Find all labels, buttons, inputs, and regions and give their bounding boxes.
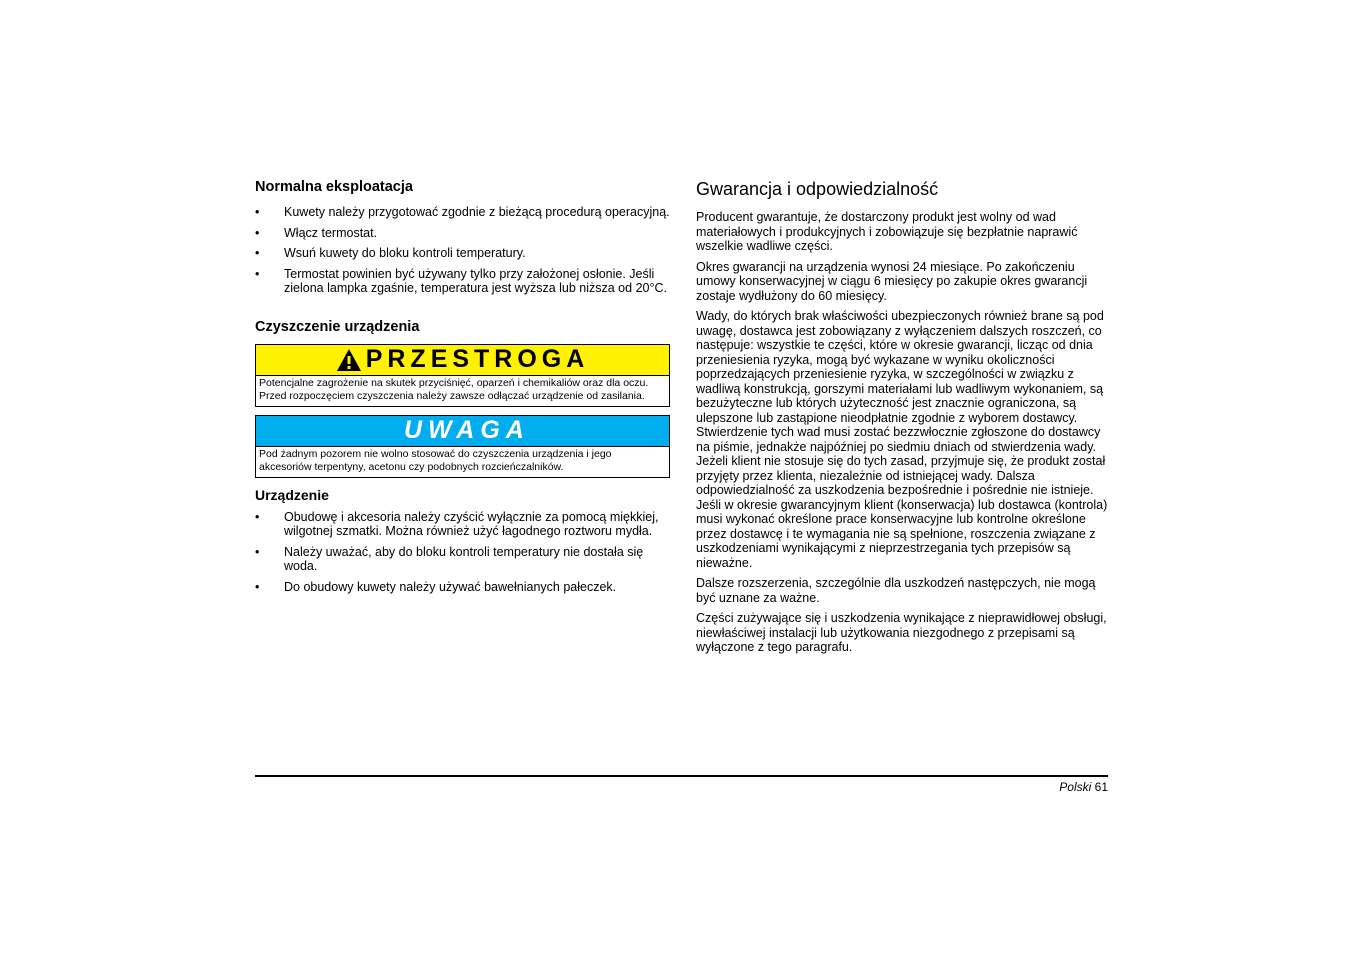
list-item: • Wsuń kuwety do bloku kontroli temperatury. [255, 246, 670, 261]
notice-box [255, 415, 670, 478]
notice-header [256, 416, 669, 447]
page-number: 61 [1094, 780, 1108, 794]
right-column [696, 178, 1108, 655]
notice-title: UWAGA [404, 416, 530, 444]
caution-box [255, 344, 670, 407]
left-column [255, 178, 670, 594]
caution-text: Potencjalne zagrożenie na skutek przyciśnięć, oparzeń i chemikaliów oraz dla oczu. Przed rozpoczęciem czyszczenia należy zawsze odłączać urządzenie od zasilania. [259, 376, 649, 402]
warranty-heading: Gwarancja i odpowiedzialność [696, 179, 939, 199]
list-item: • Do obudowy kuwety należy używać bawełnianych pałeczek. [255, 580, 670, 595]
footer-rule [255, 775, 1108, 777]
normal-operation-heading: Normalna eksploatacja [255, 179, 413, 195]
warranty-paragraph: Części zużywające się i uszkodzenia wynikające z nieprawidłowej obsługi, niewłaściwej instalacji lub użytkowania niezgodnego z przepisami są wyłączone z tego paragrafu. [696, 611, 1107, 654]
caution-header [256, 345, 669, 376]
list-item: • Obudowę i akcesoria należy czyścić wyłącznie za pomocą miękkiej, wilgotnej szmatki. Można również użyć łagodnego roztworu mydła. [255, 510, 670, 539]
warranty-paragraph: Dalsze rozszerzenia, szczególnie dla uszkodzeń następczych, nie mogą być uznane za ważne. [696, 576, 1096, 605]
caution-title: PRZESTROGA [365, 345, 590, 373]
cleaning-heading: Czyszczenie urządzenia [255, 318, 420, 335]
notice-text: Pod żadnym pozorem nie wolno stosować do czyszczenia urządzenia i jego akcesoriów terpentyny, acetonu czy podobnych rozcieńczalników. [259, 447, 612, 473]
list-item: • Termostat powinien być używany tylko przy założonej osłonie. Jeśli zielona lampka zgaśnie, temperatura jest wyższa lub niższa od 20°C. [255, 267, 670, 296]
device-heading: Urządzenie [255, 486, 329, 503]
warranty-paragraph: Wady, do których brak właściwości ubezpieczonych również brane są pod uwagę, dostawca jest zobowiązany z wyłączeniem dalszych roszczeń, co następuje: wszystkie te części, które w okresie gwarancji, licząc od dnia przeniesienia ryzyka, mogą być wykazane w wyniku okoliczności poprzedzających przeniesienie ryzyka, w szczególności w związku z wadliwą konstrukcją, gorszymi materiałami lub wadliwym wykonaniem, są bezużyteczne lub których użyteczność jest znacznie ograniczona, są ulepszone lub zastąpione nieodpłatnie zgodnie z wyborem dostawcy. Stwierdzenie tych wad musi zostać bezzwłocznie zgłoszone do dostawcy na piśmie, jednakże najpóźniej po siedmiu dniach od stwierdzenia wady. Jeżeli klient nie stosuje się do tych zasad, przyjmuje się, że produkt został przyjęty przez klienta, niezależnie od istniejącej wady. Dalsza odpowiedzialność za uszkodzenia bezpośrednie i pośrednie nie istnieje. Jeśli w okresie gwarancyjnym klient (konserwacja) lub dostawca (kontrola) musi wykonać określone prace konserwacyjne lub kontrolne określone przez dostawcę i te wymagania nie są spełnione, roszczenia związane z uszkodzeniami wynikającymi z nieprzestrzegania tych przepisów są nieważne. [696, 309, 1108, 570]
list-item: • Należy uważać, aby do bloku kontroli temperatury nie dostała się woda. [255, 545, 670, 574]
device-list [255, 510, 670, 595]
normal-operation-list [255, 205, 670, 296]
page-footer [1059, 780, 1108, 794]
warranty-paragraph: Producent gwarantuje, że dostarczony produkt jest wolny od wad materiałowych i produkcyjnych i zobowiązuje się bezpłatnie naprawić wszelkie wadliwe części. [696, 210, 1078, 253]
list-item: • Włącz termostat. [255, 226, 670, 241]
warning-triangle-icon [336, 348, 362, 372]
warranty-paragraph: Okres gwarancji na urządzenia wynosi 24 miesiące. Po zakończeniu umowy konserwacyjnej w ciągu 6 miesięcy po zakupie okres gwarancji zostaje wydłużony do 60 miesięcy. [696, 259, 1088, 303]
list-item: • Kuwety należy przygotować zgodnie z bieżącą procedurą operacyjną. [255, 205, 670, 220]
footer-language: Polski [1059, 780, 1092, 794]
